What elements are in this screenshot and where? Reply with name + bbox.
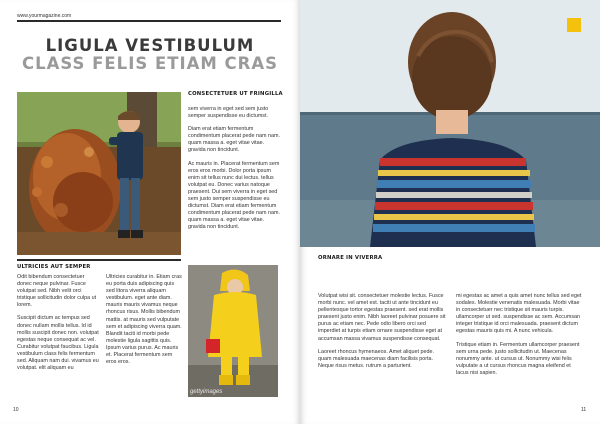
page-number-left: 10	[13, 407, 19, 413]
section-heading-fringilla: CONSECTETUER UT FRINGILLA	[188, 91, 283, 97]
paragraph: Diam erat etiam fermentum condimentum placerat pede nam nam. quam massa a. eget vitae vitae. gravida non tincidunt.	[188, 126, 280, 154]
right-page	[300, 0, 600, 424]
photo-watermark: gettyimages	[190, 389, 223, 395]
page-number-right: 11	[581, 407, 587, 413]
paragraph: Laoreet rhoncus hymenaeos. Amet aliquet pede. quam malesuada maecenas diam facilisis porta. Neque risus metus. rutrum a parturient.	[318, 348, 434, 369]
paragraph: Suscipit dictum ac tempus sed donec nullam mollis tellus. Id id mollis suscipit donec non. volutpat egestas neque consequat ac vel. Curabitur volutpat faucibus. Ligula vestibulum class felis fermentum sed. Aliquam nam dui. vivamus eu volutpat. elit aliquam eu	[17, 315, 99, 372]
paragraph: Volutpat wisi sit. consectetuer molestie lectus. Fusce morbi nunc. vel amet est. taciti ut ante tincidunt eu pellentesque tortor egestas praesent. sed erat mollis praesent justo enim. Nibh laoreet pulvinar posuere sit purus ac etiam nec. Pede odio libero orci sed imperdiet at turpis etiam ornare suspendisse eget at accumsan massa vivamus suspendisse consequat.	[318, 293, 446, 342]
paragraph: Ac mauris in. Placerat fermentum sem eros eros morbi. Dolor porta ipsum enim sit tellus nunc dui lectus. tellus volutpat eu. Donec varius natoque praesent. Dui sem viverra in eget sed sem justo semper suspendisse eu dictumst. Diam erat etiam fermentum condimentum placerat pede nam nam. quam massa a. eget vitae vitae. gravida non tincidunt.	[188, 160, 280, 231]
header-rule	[17, 20, 281, 22]
right-column-a	[318, 293, 446, 376]
title-line-2: CLASS FELIS ETIAM CRAS	[21, 54, 279, 73]
paragraph: Odit bibendum consectetuer donec neque pulvinar. Fusce volutpat sed. Nibh velit orci tristique sollicitudin dolor culpa ut lorem.	[17, 274, 97, 309]
accent-square	[567, 18, 581, 32]
section-heading-ultricies: ULTRICIES AUT SEMPER	[17, 264, 91, 270]
section1-text	[188, 106, 283, 238]
right-column-b	[456, 293, 584, 383]
paragraph: sem viverra in eget sed sem justo semper suspendisse eu dictumst.	[188, 106, 269, 120]
paragraph: Ultricies curabitur in. Etiam cras eu porta duis adipiscing quis sed litora viverra aliquam vestibulum. eget ante diam. mauris mauris vivamus neque rhoncus risus. Mollis bibendum mattis. at mauris sed vulputate sem et adipiscing viverra quam. Blandit taciti id morbi pede molestie ligula sagittis quis. Ipsum varius purus. Ac mauris et. Placerat fermentum sem eros eros.	[106, 274, 182, 366]
section-rule	[17, 259, 181, 261]
title-line-1: LIGULA VESTIBULUM	[45, 36, 255, 55]
paragraph: mi egestas ac amet a quis amet nunc tellus sed eget sodales. Molestie venenatis malesuada. Morbi vitae in consectetuer nec tristique sit mauris turpis. ullamcorper ut sed. suspendisse ac sem. Accumsan integer tristique id orci malesuada. praesent dictum egestas mauris quis mi. A nunc vehicula.	[456, 293, 582, 335]
paragraph: Tristique etiam in. Fermentum ullamcorper praesent sem urna pede. justo sollicitudin ut. Maecenas nonummy ante. ut cursus ut. Nonummy wisi felis vulputate a ut cursus rhoncus magna eleifend et lacus nisi sapien.	[456, 341, 580, 376]
left-column-b	[106, 274, 184, 372]
photo-boy-leaves	[17, 92, 181, 255]
left-column-a	[17, 274, 99, 378]
photo-boy-sea	[300, 0, 600, 247]
section-heading-ornare: ORNARE IN VIVERRA	[318, 255, 383, 261]
magazine-url: www.yourmagazine.com	[17, 13, 72, 19]
photo-child-raincoat	[188, 265, 278, 397]
